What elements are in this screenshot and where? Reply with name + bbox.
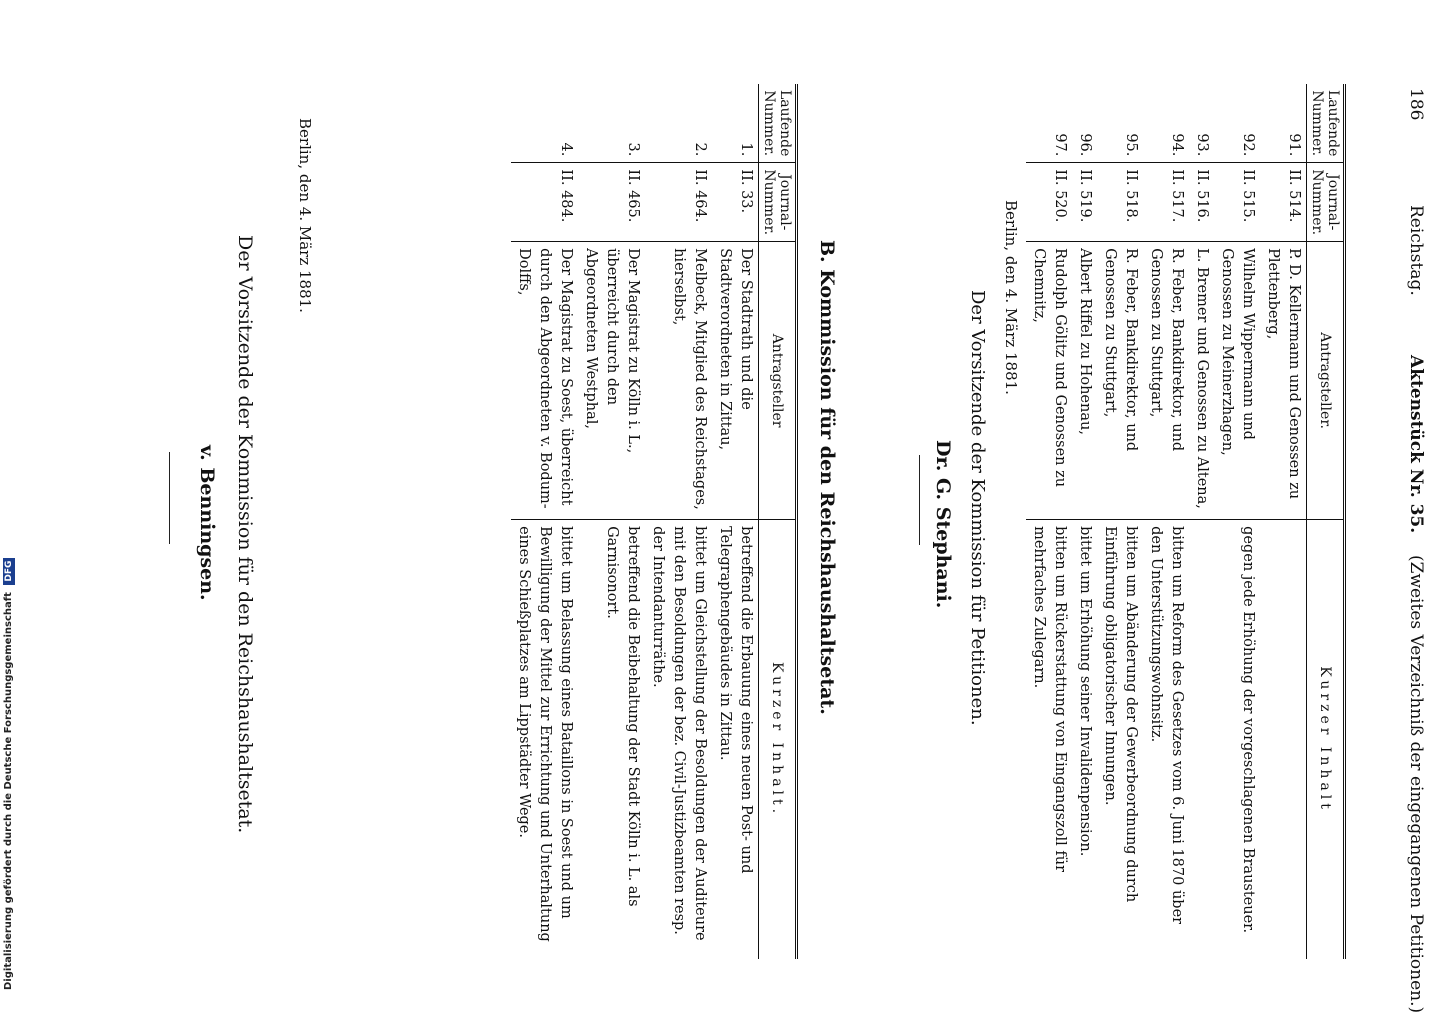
chair-title-b: Der Vorsitzende der Kommission für den Reichshaushaltsetat. (234, 235, 256, 834)
row-content: bittet um Belassung eines Bataillons in Soest und um Bewilligung der Mittel zur Errichtung und Unterhaltung eines Schießplatzes am Lippstädter Wege. (511, 520, 578, 959)
row-petitioner: Wilhelm Wippermann und Genossen zu Meinerzhagen, (1214, 242, 1260, 520)
row-content: bittet um Gleichstellung der Besoldungen der Auditeure mit den Besoldungen der bez. Civil-Justizbeamten resp. der Intendanturräthe. (645, 520, 712, 959)
row-lfd: 93. (1193, 133, 1210, 157)
table-row (1260, 84, 1307, 959)
table-row (578, 84, 645, 959)
date-a: Berlin, den 4. März 1881. (1002, 200, 1020, 395)
table-header (1306, 84, 1344, 959)
row-lfd: 96. (1076, 133, 1093, 157)
table-row (1143, 84, 1189, 959)
row-lfd: 3. (624, 142, 641, 157)
col-journal: Journal-Nummer. (1306, 163, 1344, 242)
row-lfd: 95. (1122, 133, 1139, 157)
row-journal: II. 484. (511, 163, 578, 242)
dfg-logo: DFG (3, 558, 15, 585)
table-row (712, 84, 759, 959)
table-row (1072, 84, 1097, 959)
row-petitioner: R. Feber, Bankdirektor, und Genossen zu Stuttgart, (1143, 242, 1189, 520)
row-petitioner: L. Bremer und Genossen zu Altena, (1189, 242, 1214, 520)
row-lfd: 2. (691, 142, 708, 157)
row-lfd: 97. (1051, 133, 1068, 157)
col-content: Kurzer Inhalt. (758, 520, 796, 959)
row-journal: II. 518. (1097, 163, 1143, 242)
row-content: bitten um Reform des Gesetzes vom 6. Juni 1870 über den Unterstützungswohnsitz. (1143, 520, 1189, 959)
row-journal: II. 514. (1260, 163, 1307, 242)
row-journal: II. 520. (1026, 163, 1072, 242)
row-content: betreffend die Beibehaltung der Stadt Kölln i. L. als Garnisonort. (578, 520, 645, 959)
row-content: betreffend die Erbauung eines neuen Post- und Telegraphengebäudes in Zittau. (712, 520, 759, 959)
table-row (511, 84, 578, 959)
row-journal: II. 464. (645, 163, 712, 242)
col-lfd: Laufende Nummer. (1306, 84, 1344, 163)
col-journal: Journal-Nummer. (758, 163, 796, 242)
table-row (1097, 84, 1143, 959)
row-petitioner: Der Magistrat zu Soest, überreicht durch den Abgeordneten v. Bodum-Dolffs, (511, 242, 578, 520)
row-content: bitten um Abänderung der Gewerbeordnung durch Einführung obligatorischer Innungen. (1097, 520, 1143, 959)
separator-rule (169, 452, 170, 544)
budget-petitions-table (511, 84, 798, 959)
col-petitioner: Antragsteller (758, 242, 796, 520)
table-row (1026, 84, 1072, 959)
col-content: Kurzer Inhalt (1306, 520, 1344, 959)
row-journal: II. 515. (1214, 163, 1260, 242)
row-petitioner: Melbeck, Mitglied des Reichstages, hierselbst, (645, 242, 712, 520)
date-b: Berlin, den 4. März 1881. (296, 118, 314, 313)
row-journal: II. 517. (1143, 163, 1189, 242)
row-lfd: 91. (1285, 133, 1302, 157)
funding-note: Digitalisierung gefördert durch die Deutsche Forschungsgemeinschaft (3, 592, 14, 990)
chair-name-a: Dr. G. Stephani. (932, 440, 954, 609)
attachment-number: Aktenstück Nr. 35. (1406, 355, 1426, 534)
publication-title: Reichstag. (1406, 205, 1426, 296)
col-petitioner: Antragsteller. (1306, 242, 1344, 520)
header-subtitle: (Zweites Verzeichniß der eingegangenen Petitionen.) (1406, 555, 1426, 1013)
row-lfd: 1. (737, 142, 754, 157)
section-b-heading: B. Kommission für den Reichshaushaltsetat. (816, 240, 838, 715)
row-content: bittet um Erhöhung seiner Invalidenpension. (1072, 520, 1097, 959)
row-petitioner: Rudolph Gölitz und Genossen zu Chemnitz, (1026, 242, 1072, 520)
table-row (645, 84, 712, 959)
row-journal: II. 516. (1189, 163, 1214, 242)
row-content: bitten um Rückerstattung von Eingangszoll für mehrfaches Zulegarn. (1026, 520, 1072, 959)
row-petitioner: Der Stadtrath und die Stadtverordneten in Zittau, (712, 242, 759, 520)
row-petitioner: Der Magistrat zu Kölln i. L., überreicht durch den Abgeordneten Westphal, (578, 242, 645, 520)
row-journal: II. 33. (712, 163, 759, 242)
page-number: 186 (1406, 88, 1426, 121)
chair-title-a: Der Vorsitzende der Kommission für Petitionen. (967, 290, 988, 726)
col-lfd: Laufende Nummer. (758, 84, 796, 163)
row-petitioner: P. D. Kellermann und Genossen zu Plettenberg, (1260, 242, 1307, 520)
row-petitioner: Albert Riffel zu Hohenau, (1072, 242, 1097, 520)
separator-rule (919, 455, 920, 545)
table-header (758, 84, 796, 959)
row-lfd: 92. (1239, 133, 1256, 157)
chair-name-b: v. Benningsen. (196, 445, 218, 601)
row-journal: II. 465. (578, 163, 645, 242)
row-journal: II. 519. (1072, 163, 1097, 242)
row-lfd: 4. (557, 142, 574, 157)
row-content: gegen jede Erhöhung der vorgeschlagenen Brausteuer. (1189, 520, 1307, 959)
row-petitioner: R. Feber, Bankdirektor, und Genossen zu Stuttgart, (1097, 242, 1143, 520)
petitions-table (1026, 84, 1346, 959)
row-lfd: 94. (1168, 133, 1185, 157)
